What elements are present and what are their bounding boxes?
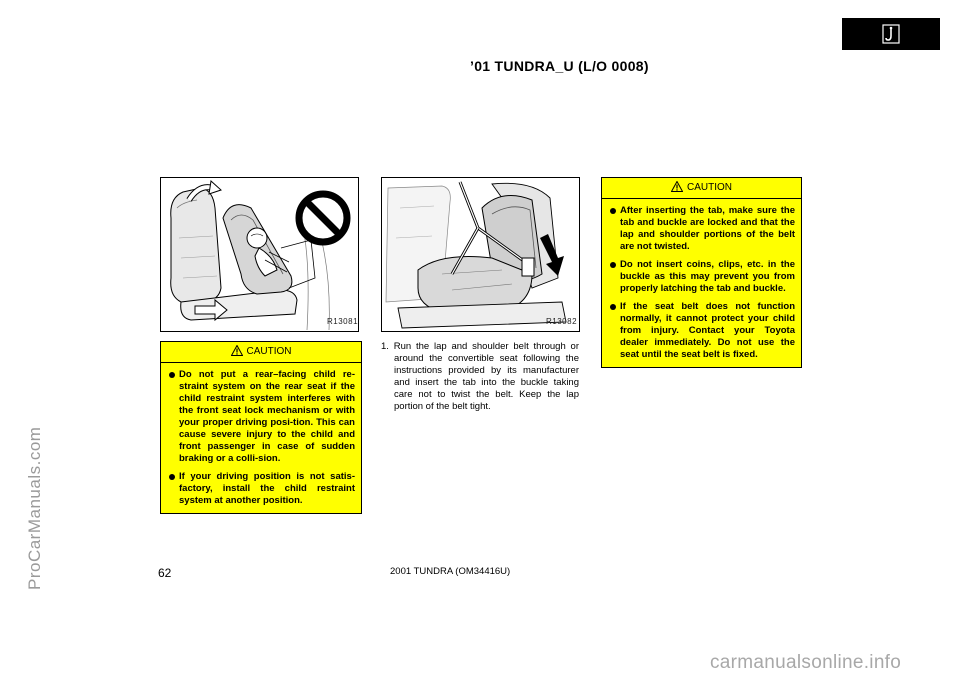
instruction-step-1: [381, 341, 579, 413]
step-body: Run the lap and shoulder belt through or around the convertible seat following the instructions provided by its manufacturer and insert the tab into the buckle taking care not to twist the belt. Keep the lap portion of the belt tight.: [393, 341, 579, 412]
page-number: 62: [158, 566, 172, 580]
caution-item: Do not insert coins, clips, etc. in the buckle as this may prevent you from properly latching the tab and buckle.: [608, 259, 795, 295]
rear-facing-child-seat-prohibited-illustration: [161, 178, 358, 331]
convertible-seat-belt-illustration: [382, 178, 579, 331]
warning-triangle-icon: [231, 345, 243, 356]
figure-convertible-seat-belt: [381, 177, 580, 332]
section-tab: [842, 18, 940, 50]
warning-triangle-icon: [671, 181, 683, 192]
caution-item: If the seat belt does not function normally, it cannot protect your child from injury. Contact your Toyota dealer immediately. Do not use the seat until the seat belt is fixed.: [608, 301, 795, 361]
caution-list: [161, 363, 361, 513]
caution-box-rear-facing: [160, 341, 362, 514]
caution-list: [602, 199, 801, 367]
hook-icon: [882, 24, 900, 44]
caution-heading-text: CAUTION: [246, 346, 292, 357]
side-watermark: ProCarManuals.com: [25, 426, 44, 590]
caution-heading: [602, 178, 801, 199]
caution-box-buckle: [601, 177, 802, 368]
caution-item: Do not put a rear–facing child re-straint system on the rear seat if the child restraint system interferes with the front seat lock mechanism or with your proper driving posi-tion. This can cause severe injury to the child and front passenger in case of sudden braking or a colli-sion.: [167, 369, 355, 465]
caution-heading-text: CAUTION: [687, 182, 732, 193]
footer-title: 2001 TUNDRA (OM34416U): [390, 566, 511, 577]
header-title: ’01 TUNDRA_U (L/O 0008): [470, 58, 649, 74]
instruction-text: [381, 341, 579, 413]
caution-item: After inserting the tab, make sure the tab and buckle are locked and that the lap and shoulder portions of the belt are not twisted.: [608, 205, 795, 253]
figure-code: R13081: [327, 317, 359, 326]
caution-heading: [161, 342, 361, 363]
step-number: 1.: [381, 341, 389, 352]
caution-item: If your driving position is not satis-factory, install the child restraint system at another position.: [167, 471, 355, 507]
bottom-watermark: carmanualsonline.info: [710, 652, 902, 673]
figure-code: R13082: [546, 317, 578, 326]
figure-rear-facing-seat: [160, 177, 359, 332]
